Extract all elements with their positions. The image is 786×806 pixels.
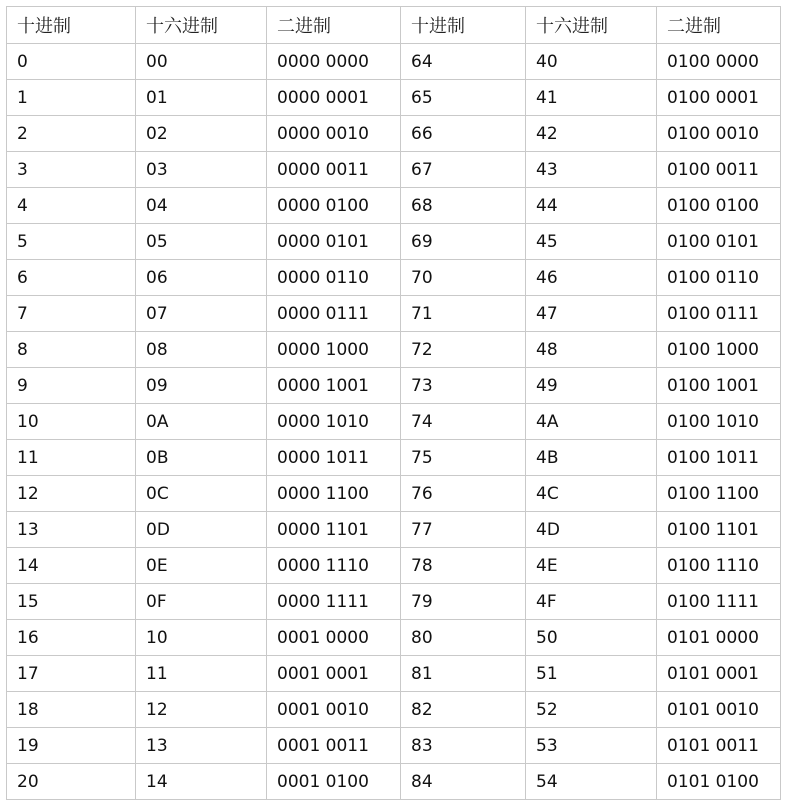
table-row	[7, 224, 781, 260]
binary-cell: 0000 0101	[267, 224, 401, 260]
decimal-cell: 74	[401, 404, 526, 440]
hex-cell: 54	[526, 764, 657, 800]
decimal-cell: 18	[7, 692, 136, 728]
hex-cell: 53	[526, 728, 657, 764]
binary-cell: 0000 0111	[267, 296, 401, 332]
decimal-cell: 70	[401, 260, 526, 296]
hex-cell: 0B	[136, 440, 267, 476]
decimal-cell: 66	[401, 116, 526, 152]
binary-cell: 0000 0110	[267, 260, 401, 296]
hex-cell: 03	[136, 152, 267, 188]
decimal-cell: 78	[401, 548, 526, 584]
table-row	[7, 260, 781, 296]
decimal-cell: 77	[401, 512, 526, 548]
hex-cell: 0C	[136, 476, 267, 512]
table-row	[7, 296, 781, 332]
decimal-cell: 11	[7, 440, 136, 476]
hex-cell: 47	[526, 296, 657, 332]
binary-cell: 0000 1011	[267, 440, 401, 476]
table-row	[7, 476, 781, 512]
hex-cell: 4C	[526, 476, 657, 512]
binary-cell: 0000 1010	[267, 404, 401, 440]
table-row	[7, 692, 781, 728]
hex-cell: 0A	[136, 404, 267, 440]
header-row	[7, 7, 781, 44]
table-body	[7, 44, 781, 800]
decimal-cell: 3	[7, 152, 136, 188]
hex-cell: 0F	[136, 584, 267, 620]
hex-cell: 44	[526, 188, 657, 224]
hex-cell: 41	[526, 80, 657, 116]
decimal-cell: 2	[7, 116, 136, 152]
decimal-cell: 65	[401, 80, 526, 116]
binary-cell: 0101 0001	[657, 656, 781, 692]
binary-cell: 0000 1100	[267, 476, 401, 512]
table-row	[7, 80, 781, 116]
hex-cell: 11	[136, 656, 267, 692]
hex-cell: 48	[526, 332, 657, 368]
decimal-cell: 8	[7, 332, 136, 368]
decimal-cell: 82	[401, 692, 526, 728]
hex-cell: 4E	[526, 548, 657, 584]
binary-cell: 0100 0111	[657, 296, 781, 332]
hex-cell: 43	[526, 152, 657, 188]
table-row	[7, 584, 781, 620]
binary-cell: 0000 0001	[267, 80, 401, 116]
binary-cell: 0000 0011	[267, 152, 401, 188]
decimal-cell: 5	[7, 224, 136, 260]
header-binary: 二进制	[267, 7, 401, 44]
header-hexadecimal: 十六进制	[136, 7, 267, 44]
binary-cell: 0001 0000	[267, 620, 401, 656]
decimal-cell: 67	[401, 152, 526, 188]
hex-cell: 04	[136, 188, 267, 224]
decimal-cell: 4	[7, 188, 136, 224]
table-row	[7, 368, 781, 404]
binary-cell: 0100 0001	[657, 80, 781, 116]
binary-cell: 0100 0101	[657, 224, 781, 260]
hex-cell: 07	[136, 296, 267, 332]
hex-cell: 4A	[526, 404, 657, 440]
hex-cell: 49	[526, 368, 657, 404]
header-decimal: 十进制	[401, 7, 526, 44]
table-row	[7, 764, 781, 800]
binary-cell: 0000 1001	[267, 368, 401, 404]
hex-cell: 12	[136, 692, 267, 728]
binary-cell: 0100 0010	[657, 116, 781, 152]
decimal-cell: 20	[7, 764, 136, 800]
hex-cell: 45	[526, 224, 657, 260]
hex-cell: 50	[526, 620, 657, 656]
hex-cell: 51	[526, 656, 657, 692]
hex-cell: 42	[526, 116, 657, 152]
header-binary: 二进制	[657, 7, 781, 44]
binary-cell: 0101 0100	[657, 764, 781, 800]
decimal-cell: 75	[401, 440, 526, 476]
decimal-cell: 13	[7, 512, 136, 548]
binary-cell: 0000 1000	[267, 332, 401, 368]
hex-cell: 14	[136, 764, 267, 800]
hex-cell: 46	[526, 260, 657, 296]
binary-cell: 0001 0010	[267, 692, 401, 728]
binary-cell: 0100 1100	[657, 476, 781, 512]
header-hexadecimal: 十六进制	[526, 7, 657, 44]
hex-cell: 40	[526, 44, 657, 80]
decimal-cell: 1	[7, 80, 136, 116]
base-conversion-table	[6, 6, 781, 800]
header-decimal: 十进制	[7, 7, 136, 44]
decimal-cell: 69	[401, 224, 526, 260]
table-row	[7, 728, 781, 764]
decimal-cell: 16	[7, 620, 136, 656]
decimal-cell: 15	[7, 584, 136, 620]
binary-cell: 0000 0100	[267, 188, 401, 224]
decimal-cell: 73	[401, 368, 526, 404]
table-row	[7, 404, 781, 440]
hex-cell: 0E	[136, 548, 267, 584]
decimal-cell: 79	[401, 584, 526, 620]
binary-cell: 0000 0010	[267, 116, 401, 152]
decimal-cell: 64	[401, 44, 526, 80]
binary-cell: 0000 0000	[267, 44, 401, 80]
hex-cell: 13	[136, 728, 267, 764]
decimal-cell: 68	[401, 188, 526, 224]
binary-cell: 0100 0000	[657, 44, 781, 80]
table-row	[7, 656, 781, 692]
decimal-cell: 71	[401, 296, 526, 332]
table-row	[7, 44, 781, 80]
decimal-cell: 72	[401, 332, 526, 368]
decimal-cell: 80	[401, 620, 526, 656]
binary-cell: 0000 1101	[267, 512, 401, 548]
binary-cell: 0100 1110	[657, 548, 781, 584]
binary-cell: 0001 0011	[267, 728, 401, 764]
table-row	[7, 116, 781, 152]
binary-cell: 0100 1011	[657, 440, 781, 476]
hex-cell: 10	[136, 620, 267, 656]
binary-cell: 0000 1111	[267, 584, 401, 620]
table-row	[7, 152, 781, 188]
decimal-cell: 9	[7, 368, 136, 404]
binary-cell: 0101 0000	[657, 620, 781, 656]
binary-cell: 0100 1001	[657, 368, 781, 404]
binary-cell: 0101 0010	[657, 692, 781, 728]
binary-cell: 0100 1000	[657, 332, 781, 368]
decimal-cell: 19	[7, 728, 136, 764]
decimal-cell: 83	[401, 728, 526, 764]
decimal-cell: 7	[7, 296, 136, 332]
hex-cell: 08	[136, 332, 267, 368]
hex-cell: 00	[136, 44, 267, 80]
table-row	[7, 440, 781, 476]
decimal-cell: 84	[401, 764, 526, 800]
binary-cell: 0101 0011	[657, 728, 781, 764]
binary-cell: 0100 0100	[657, 188, 781, 224]
binary-cell: 0100 1010	[657, 404, 781, 440]
hex-cell: 02	[136, 116, 267, 152]
conversion-table-container	[6, 6, 780, 800]
table-row	[7, 512, 781, 548]
table-row	[7, 332, 781, 368]
table-row	[7, 548, 781, 584]
hex-cell: 06	[136, 260, 267, 296]
binary-cell: 0100 1111	[657, 584, 781, 620]
hex-cell: 4B	[526, 440, 657, 476]
hex-cell: 09	[136, 368, 267, 404]
binary-cell: 0001 0001	[267, 656, 401, 692]
decimal-cell: 10	[7, 404, 136, 440]
decimal-cell: 17	[7, 656, 136, 692]
hex-cell: 4F	[526, 584, 657, 620]
binary-cell: 0100 0110	[657, 260, 781, 296]
table-row	[7, 620, 781, 656]
decimal-cell: 0	[7, 44, 136, 80]
hex-cell: 05	[136, 224, 267, 260]
hex-cell: 0D	[136, 512, 267, 548]
binary-cell: 0000 1110	[267, 548, 401, 584]
binary-cell: 0100 1101	[657, 512, 781, 548]
decimal-cell: 76	[401, 476, 526, 512]
binary-cell: 0001 0100	[267, 764, 401, 800]
table-row	[7, 188, 781, 224]
decimal-cell: 81	[401, 656, 526, 692]
table-header	[7, 7, 781, 44]
decimal-cell: 6	[7, 260, 136, 296]
decimal-cell: 14	[7, 548, 136, 584]
hex-cell: 52	[526, 692, 657, 728]
hex-cell: 01	[136, 80, 267, 116]
decimal-cell: 12	[7, 476, 136, 512]
hex-cell: 4D	[526, 512, 657, 548]
binary-cell: 0100 0011	[657, 152, 781, 188]
